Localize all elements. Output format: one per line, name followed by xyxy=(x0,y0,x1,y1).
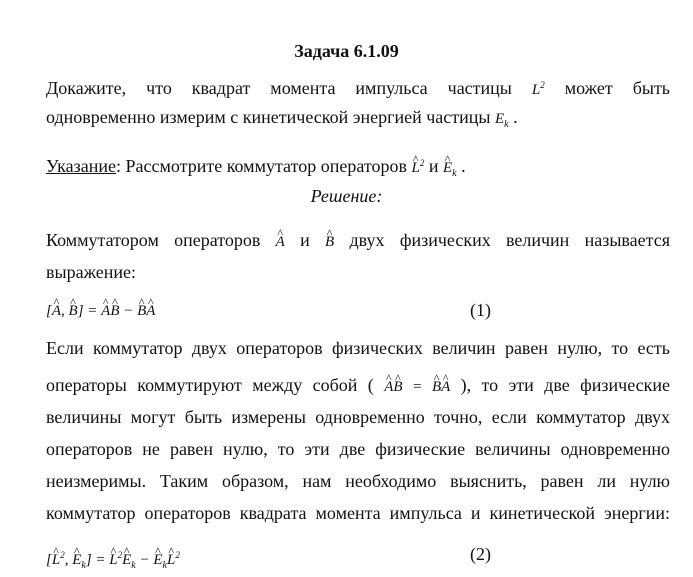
p2-text-2a: операторы коммутируют между собой ( xyxy=(46,375,374,395)
math-Ek-hat: ^ $E_k$ xyxy=(443,160,457,176)
p2-line-6 xyxy=(46,502,670,524)
equation-1: [^ A, ^ B] = ^ A^ B − ^ B^ A xyxy=(46,300,670,322)
math-Ek: $E_k$ xyxy=(494,111,509,130)
math-B-hat: ^ B xyxy=(325,234,334,250)
equation-2: [^ $L^2$, ^ $E_k$] = ^ $L^2\^{}$ $E_k$ − ^ $E_k\^{}$ $L^2$ xyxy=(46,544,670,577)
math-L2: $L^2$ xyxy=(531,80,545,98)
p2-line-5 xyxy=(46,470,670,492)
task-text-c: одновременно измерим с кинетической энергией частицы xyxy=(46,107,491,127)
p2-line-1 xyxy=(46,337,670,359)
equation-1-number: (1) xyxy=(470,300,491,320)
solution-heading: Решение: xyxy=(310,186,383,206)
p2-text-5: неизмеримы. Таким образом, нам необходимо выяснить, равен ли нулю xyxy=(46,471,670,491)
p2-line-2 xyxy=(46,374,670,398)
p2-text-4: операторов не равен нулю, то эти две физические величины одновременно xyxy=(46,439,670,459)
p1-text-b: и xyxy=(300,230,310,250)
math-AB-eq-BA: ^ A^ B = ^ B^ A xyxy=(384,379,450,395)
task-line-1 xyxy=(46,74,670,101)
math-L2-hat: ^ $L^2$ xyxy=(411,160,424,176)
p1-text-c: двух физических величин называется xyxy=(349,230,671,250)
p2-line-3 xyxy=(46,406,670,428)
math-A-hat: ^ A xyxy=(276,234,285,250)
task-text-a: Докажите, что квадрат момента импульса частицы xyxy=(46,78,512,98)
problem-title: Задача 6.1.09 xyxy=(294,41,399,61)
p2-line-4 xyxy=(46,438,670,460)
p1-text-d: выражение: xyxy=(46,262,137,282)
hint-and: и xyxy=(428,156,439,176)
p2-text-3: величины могут быть измерены одновременно точно, если коммутатор двух xyxy=(46,407,670,427)
p1-text-a: Коммутатором операторов xyxy=(46,230,261,250)
task-text-b: может быть xyxy=(564,78,671,98)
task-line-2: одновременно измерим с кинетической энергией частицы $E_k$ . xyxy=(46,107,518,130)
p1-line-2 xyxy=(46,261,670,283)
hint-label: Указание xyxy=(46,156,116,176)
p2-text-1: Если коммутатор двух операторов физических величин равен нулю, то есть xyxy=(46,338,670,358)
equation-2-number: (2) xyxy=(470,544,491,564)
p1-line-1 xyxy=(46,229,670,253)
hint-text: : Рассмотрите коммутатор операторов xyxy=(115,156,407,176)
p2-text-6: коммутатор операторов квадрата момента импульса и кинетической энергии: xyxy=(46,503,670,523)
p2-text-2b: ), то эти две физические xyxy=(460,375,671,395)
hint-line: Указание: Рассмотрите коммутатор операторов ^ $L^2$ и ^ $E_k$ . xyxy=(46,152,670,185)
